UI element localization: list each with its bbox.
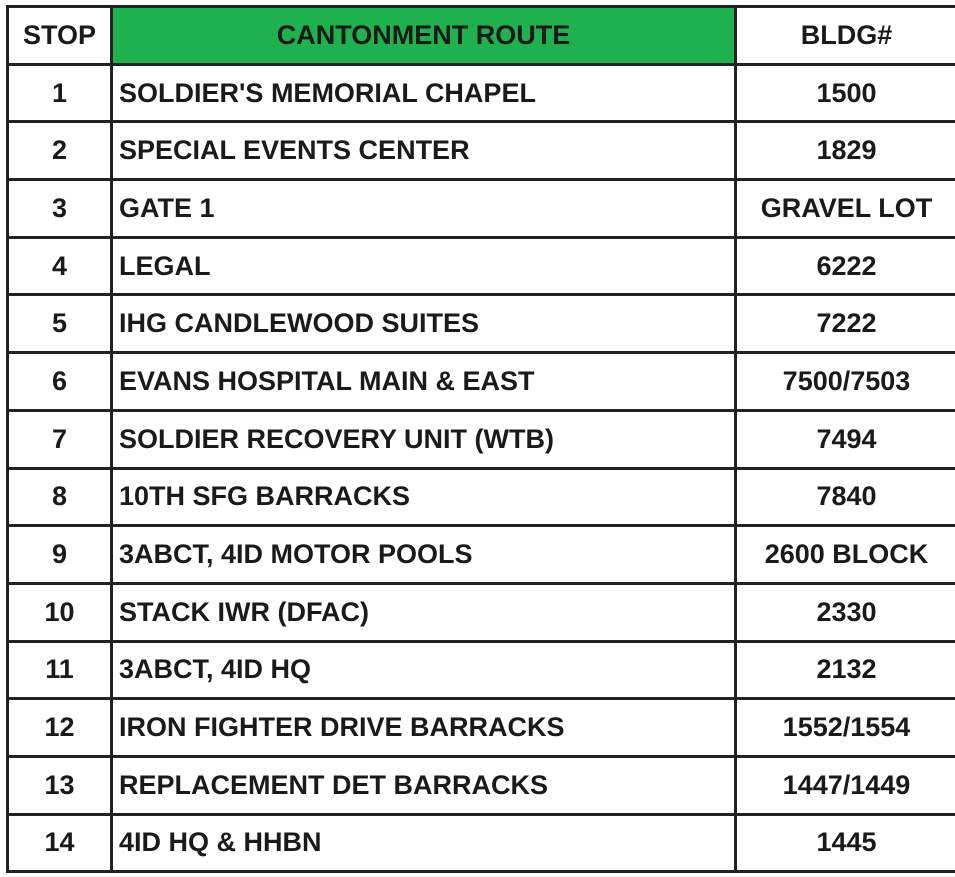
table-row xyxy=(8,64,955,122)
stop-number-cell: 10 xyxy=(8,583,112,641)
stop-number-cell: 2 xyxy=(8,122,112,180)
table-row xyxy=(8,641,955,699)
table-row xyxy=(8,526,955,584)
route-name-cell: LEGAL xyxy=(112,237,736,295)
table-row xyxy=(8,353,955,411)
table-row xyxy=(8,122,955,180)
stop-column-header: STOP xyxy=(8,7,112,65)
table-row xyxy=(8,814,955,872)
building-number-cell: 2132 xyxy=(736,641,955,699)
stop-number-cell: 13 xyxy=(8,756,112,814)
route-name-cell: STACK IWR (DFAC) xyxy=(112,583,736,641)
route-name-cell: SOLDIER RECOVERY UNIT (WTB) xyxy=(112,410,736,468)
stop-number-cell: 4 xyxy=(8,237,112,295)
building-number-cell: 6222 xyxy=(736,237,955,295)
bldg-column-header: BLDG# xyxy=(736,7,955,65)
building-number-cell: 2600 BLOCK xyxy=(736,526,955,584)
table-row xyxy=(8,468,955,526)
stop-number-cell: 5 xyxy=(8,295,112,353)
stop-number-cell: 7 xyxy=(8,410,112,468)
table-row xyxy=(8,237,955,295)
stop-number-cell: 12 xyxy=(8,699,112,757)
route-name-cell: 4ID HQ & HHBN xyxy=(112,814,736,872)
building-number-cell: 2330 xyxy=(736,583,955,641)
building-number-cell: 1445 xyxy=(736,814,955,872)
stop-number-cell: 11 xyxy=(8,641,112,699)
building-number-cell: 7500/7503 xyxy=(736,353,955,411)
building-number-cell: 1447/1449 xyxy=(736,756,955,814)
table-row xyxy=(8,295,955,353)
stop-number-cell: 8 xyxy=(8,468,112,526)
stop-number-cell: 3 xyxy=(8,180,112,238)
route-name-cell: EVANS HOSPITAL MAIN & EAST xyxy=(112,353,736,411)
cantonment-route-table xyxy=(6,5,955,873)
route-name-cell: SOLDIER'S MEMORIAL CHAPEL xyxy=(112,64,736,122)
stop-number-cell: 6 xyxy=(8,353,112,411)
table-row xyxy=(8,583,955,641)
route-name-cell: 3ABCT, 4ID HQ xyxy=(112,641,736,699)
table-header-row xyxy=(8,7,955,65)
building-number-cell: 1829 xyxy=(736,122,955,180)
building-number-cell: 7494 xyxy=(736,410,955,468)
route-name-cell: IRON FIGHTER DRIVE BARRACKS xyxy=(112,699,736,757)
route-name-cell: 3ABCT, 4ID MOTOR POOLS xyxy=(112,526,736,584)
building-number-cell: 7222 xyxy=(736,295,955,353)
route-name-cell: GATE 1 xyxy=(112,180,736,238)
table-row xyxy=(8,699,955,757)
route-column-header: CANTONMENT ROUTE xyxy=(112,7,736,65)
building-number-cell: GRAVEL LOT xyxy=(736,180,955,238)
route-name-cell: IHG CANDLEWOOD SUITES xyxy=(112,295,736,353)
table-row xyxy=(8,180,955,238)
building-number-cell: 7840 xyxy=(736,468,955,526)
table-row xyxy=(8,756,955,814)
route-name-cell: SPECIAL EVENTS CENTER xyxy=(112,122,736,180)
building-number-cell: 1552/1554 xyxy=(736,699,955,757)
building-number-cell: 1500 xyxy=(736,64,955,122)
route-name-cell: REPLACEMENT DET BARRACKS xyxy=(112,756,736,814)
route-name-cell: 10TH SFG BARRACKS xyxy=(112,468,736,526)
stop-number-cell: 1 xyxy=(8,64,112,122)
stop-number-cell: 14 xyxy=(8,814,112,872)
table-row xyxy=(8,410,955,468)
stop-number-cell: 9 xyxy=(8,526,112,584)
table-body xyxy=(8,64,955,872)
